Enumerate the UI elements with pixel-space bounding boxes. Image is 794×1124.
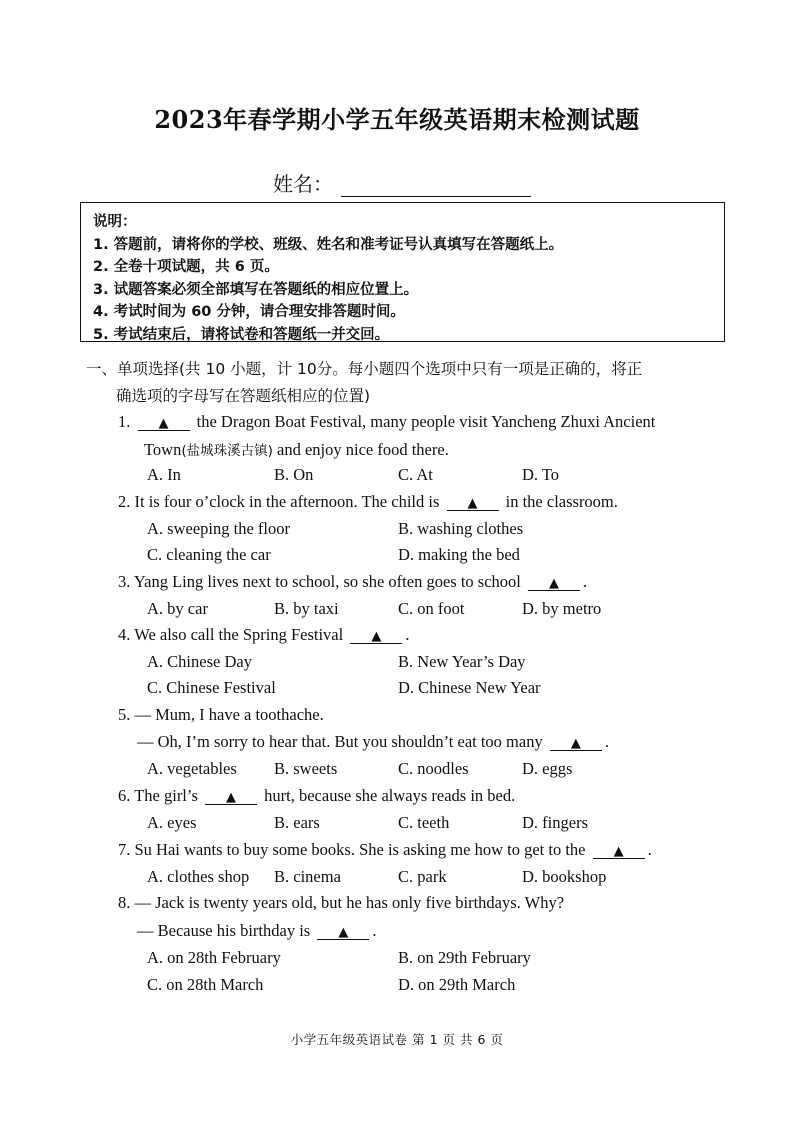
triangle-icon: ▲ xyxy=(226,790,237,805)
option: C. on 28th March xyxy=(147,975,264,994)
triangle-icon: ▲ xyxy=(338,925,349,940)
question-number: 4. xyxy=(118,625,131,644)
answer-blank xyxy=(528,574,580,591)
question-number: 6. xyxy=(118,786,131,805)
triangle-icon: ▲ xyxy=(613,844,624,859)
instruction-item: 2. 全卷十项试题，共 6 页。 xyxy=(93,259,279,275)
option: A. In xyxy=(147,465,181,484)
question-6-stem xyxy=(118,786,728,806)
question-text: Su Hai wants to buy some books. She is asking me how to get to the xyxy=(134,840,586,859)
question-text: . xyxy=(647,840,652,859)
answer-blank xyxy=(205,788,257,805)
page-footer: 小学五年级英语试卷 第 1 页 共 6 页 xyxy=(290,1032,504,1047)
instruction-item: 1. 答题前，请将你的学校、班级、姓名和准考证号认真填写在答题纸上。 xyxy=(93,236,564,253)
instruction-item: 3. 试题答案必须全部填写在答题纸的相应位置上。 xyxy=(93,281,419,298)
option: C. At xyxy=(398,465,433,484)
option: D. on 29th March xyxy=(398,975,516,994)
section-heading-line: 一、单项选择(共 10 小题，计 10分。每小题四个选项中只有一项是正确的，将正 xyxy=(86,360,643,378)
triangle-icon: ▲ xyxy=(570,736,581,751)
option: B. cinema xyxy=(274,867,341,886)
answer-blank xyxy=(593,842,645,859)
question-annotation: (盐城珠溪古镇) xyxy=(181,443,273,459)
option: C. cleaning the car xyxy=(147,545,271,564)
question-number: 1. xyxy=(118,412,131,431)
question-text: hurt, because she always reads in bed. xyxy=(264,786,516,805)
option: D. To xyxy=(522,465,560,484)
question-text: It is four o’clock in the afternoon. The child is xyxy=(134,492,440,511)
question-text: in the classroom. xyxy=(505,492,618,511)
option: D. making the bed xyxy=(398,545,520,564)
option: A. Chinese Day xyxy=(147,652,252,671)
instruction-item: 4. 考试时间为 60 分钟，请合理安排答题时间。 xyxy=(93,304,405,320)
question-number: 8. xyxy=(118,893,131,912)
section-heading-line: 确选项的字母写在答题纸相应的位置) xyxy=(116,387,371,405)
option: A. vegetables xyxy=(147,759,237,778)
triangle-icon: ▲ xyxy=(371,629,382,644)
answer-blank xyxy=(317,923,369,940)
option: C. on foot xyxy=(398,599,465,618)
option: C. noodles xyxy=(398,759,469,778)
instructions-heading: 说明： xyxy=(93,214,137,230)
question-text: Yang Ling lives next to school, so she often goes to school xyxy=(133,572,521,591)
option: A. on 28th February xyxy=(147,948,281,967)
question-8-stem xyxy=(118,893,728,913)
question-text: We also call the Spring Festival xyxy=(134,625,344,644)
answer-blank xyxy=(447,494,499,511)
answer-blank xyxy=(550,734,602,751)
question-text: . xyxy=(405,625,410,644)
option: A. by car xyxy=(147,599,208,618)
question-number: 2. xyxy=(118,492,131,511)
option: B. on 29th February xyxy=(398,948,531,967)
question-text: Town xyxy=(144,440,182,459)
triangle-icon: ▲ xyxy=(158,416,169,431)
question-text: . xyxy=(604,732,609,751)
option: C. park xyxy=(398,867,447,886)
option: B. New Year’s Day xyxy=(398,652,526,671)
question-number: 3. xyxy=(118,572,131,591)
triangle-icon: ▲ xyxy=(467,496,478,511)
question-5-stem-line2 xyxy=(137,732,737,752)
instructions-box xyxy=(80,202,725,342)
section-heading xyxy=(86,356,726,410)
instruction-item: 5. 考试结束后，请将试卷和答题纸一并交回。 xyxy=(93,326,390,343)
question-text: — Oh, I’m sorry to hear that. But you shouldn’t eat too many xyxy=(137,732,543,751)
question-number: 7. xyxy=(118,840,131,859)
option: A. eyes xyxy=(147,813,197,832)
question-3-stem xyxy=(118,572,728,592)
option: D. Chinese New Year xyxy=(398,678,541,697)
triangle-icon: ▲ xyxy=(548,576,559,591)
question-5-stem xyxy=(118,705,728,725)
option: D. fingers xyxy=(522,813,588,832)
answer-blank xyxy=(350,627,402,644)
exam-title: 2023年春学期小学五年级英语期末检测试题 xyxy=(154,105,640,134)
question-1-stem xyxy=(118,412,728,432)
option: D. by metro xyxy=(522,599,602,618)
question-4-stem xyxy=(118,625,728,645)
question-text: — Mum, I have a toothache. xyxy=(134,705,324,724)
question-text: The girl’s xyxy=(134,786,198,805)
question-1-stem-line2 xyxy=(144,439,744,460)
option: B. washing clothes xyxy=(398,519,524,538)
option: C. teeth xyxy=(398,813,450,832)
question-text: and enjoy nice food there. xyxy=(277,440,449,459)
question-text: — Because his birthday is xyxy=(137,921,311,940)
option: A. clothes shop xyxy=(147,867,250,886)
answer-blank xyxy=(138,414,190,431)
question-text: the Dragon Boat Festival, many people visit Yancheng Zhuxi Ancient xyxy=(196,412,656,431)
question-2-stem xyxy=(118,492,728,512)
question-text: . xyxy=(372,921,377,940)
name-field xyxy=(273,168,531,197)
question-number: 5. xyxy=(118,705,131,724)
question-8-stem-line2 xyxy=(137,921,737,941)
option: B. by taxi xyxy=(274,599,339,618)
option: D. bookshop xyxy=(522,867,607,886)
question-text: . xyxy=(582,572,588,591)
name-blank-line xyxy=(341,178,531,197)
option: B. sweets xyxy=(274,759,338,778)
option: D. eggs xyxy=(522,759,573,778)
name-label: 姓名： xyxy=(273,172,333,196)
option: B. ears xyxy=(274,813,320,832)
question-text: — Jack is twenty years old, but he has only five birthdays. Why? xyxy=(134,893,565,912)
option: A. sweeping the floor xyxy=(147,519,290,538)
option: C. Chinese Festival xyxy=(147,678,276,697)
question-7-stem xyxy=(118,840,728,860)
option: B. On xyxy=(274,465,314,484)
